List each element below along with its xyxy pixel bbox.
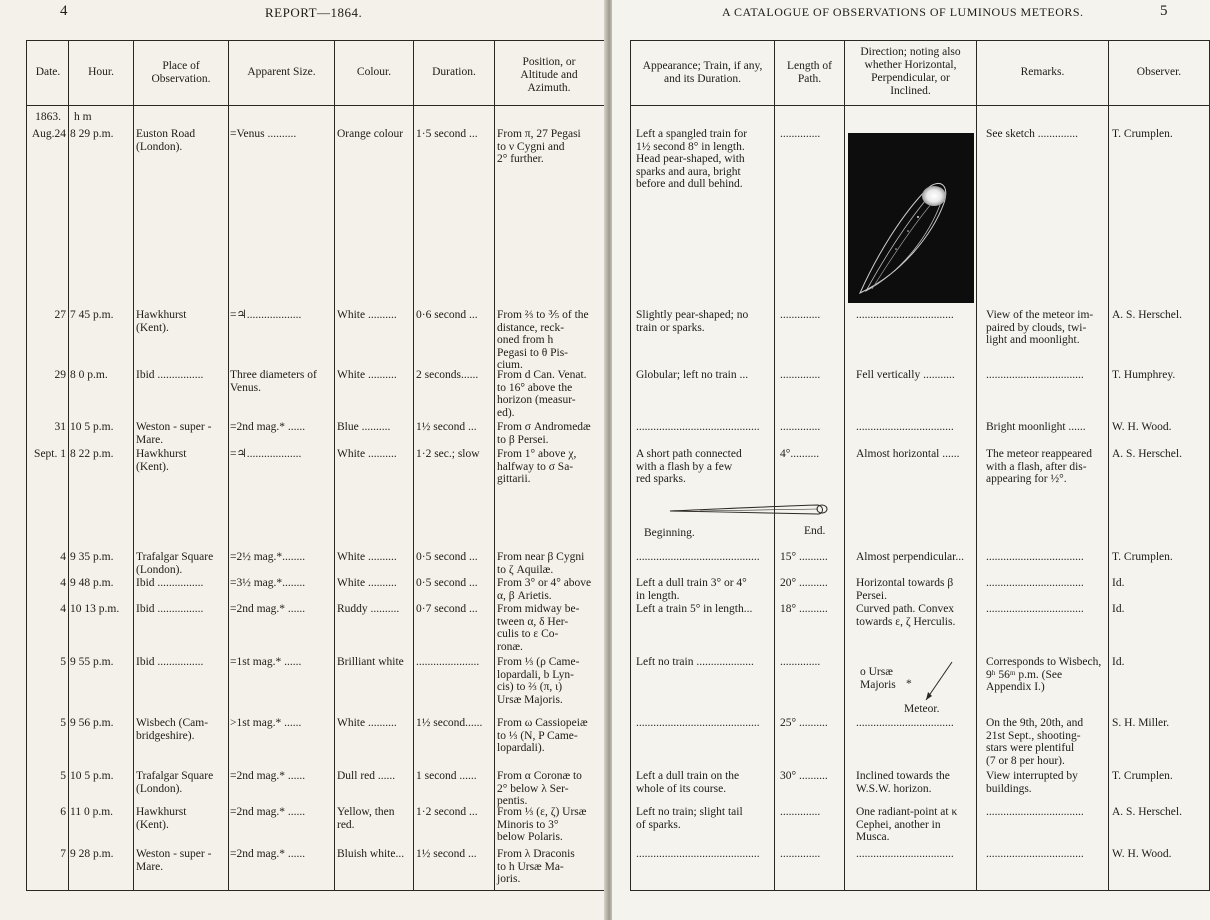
row-10-colour: White .......... [337,717,397,729]
row-1-duration: 1·5 second ... [416,128,478,140]
row-11-date: 5 [60,770,66,782]
row-9-position: From ⅓ (ρ Came- lopardali, b Lyn- cis) to ⅔ (π, ι) Ursæ Majoris. [497,656,580,706]
row-5-size: =♃................... [230,448,302,460]
row-4-appearance: ........................................... [636,421,760,433]
row-11-appearance: Left a dull train on the whole of its course. [636,770,740,795]
row-8-size: =2nd mag.* ...... [230,603,306,615]
row-4-observer: W. H. Wood. [1112,421,1172,433]
row-1-observer: T. Crumplen. [1112,128,1173,140]
row-5-direction: Almost horizontal ...... [856,448,960,460]
row-1-colour: Orange colour [337,128,404,140]
row-10-length: 25° .......... [780,717,828,729]
row-7-hour: 9 48 p.m. [70,577,114,589]
row-8-direction: Curved path. Convex towards ε, ζ Herculis. [856,603,956,628]
row-12-observer: A. S. Herschel. [1112,806,1182,818]
row-2-length: .............. [780,309,821,321]
row-4-remarks: Bright moonlight ...... [986,421,1086,433]
row-8-hour: 10 13 p.m. [70,603,120,615]
row-2-hour: 7 45 p.m. [70,309,114,321]
row-4-length: .............. [780,421,821,433]
row-9-place: Ibid ................ [136,656,204,668]
col-divider [26,40,27,891]
row-12-direction: One radiant-point at κ Cephei, another in Musca. [856,806,958,844]
row-2-remarks: View of the meteor im- paired by clouds, twi- light and moonlight. [986,309,1094,347]
radiant-figure [856,656,976,718]
col-divider [630,40,631,891]
left-page-number: 4 [60,3,68,19]
row-9-remarks: Corresponds to Wisbech, 9ʰ 56ᵐ p.m. (See Appendix I.) [986,656,1102,694]
row-5-place: Hawkhurst (Kent). [136,448,187,473]
row-9-date: 5 [60,656,66,668]
row-13-place: Weston - super - Mare. [136,848,212,873]
row-6-length: 15° .......... [780,551,828,563]
row-7-colour: White .......... [337,577,397,589]
col-header-observer: Observer. [1136,66,1182,78]
row-10-position: From ω Cassiopeiæ to ⅓ (N, P Came- lopardali). [497,717,588,755]
row-3-position: From d Can. Venat. to 16° above the horizon (measur- ed). [497,369,587,419]
row-5-observer: A. S. Herschel. [1112,448,1182,460]
row-13-hour: 9 28 p.m. [70,848,114,860]
row-9-hour: 9 55 p.m. [70,656,114,668]
row-3-length: .............. [780,369,821,381]
row-8-duration: 0·7 second ... [416,603,478,615]
row-13-appearance: ........................................... [636,848,760,860]
row-11-duration: 1 second ...... [416,770,477,782]
row-1-hour: 8 29 p.m. [70,128,114,140]
row-7-length: 20° .......... [780,577,828,589]
row-6-colour: White .......... [337,551,397,563]
figure-end-label: End. [804,525,826,537]
row-3-date: 29 [54,369,66,381]
row-6-remarks: .................................. [986,551,1084,563]
row-10-duration: 1½ second...... [416,717,483,729]
row-5-date: Sept. 1 [34,448,66,460]
row-12-date: 6 [60,806,66,818]
col-divider [976,40,977,891]
row-8-place: Ibid ................ [136,603,204,615]
row-8-observer: Id. [1112,603,1125,615]
row-10-hour: 9 56 p.m. [70,717,114,729]
row-12-size: =2nd mag.* ...... [230,806,306,818]
col-header-direction: Direction; noting also whether Horizontal, Perpendicular, or Inclined. [860,46,961,97]
col-header-date: Date. [35,66,61,78]
row-3-remarks: .................................. [986,369,1084,381]
row-3-direction: Fell vertically ........... [856,369,955,381]
col-divider [413,40,414,891]
row-9-colour: Brilliant white [337,656,404,668]
row-12-place: Hawkhurst (Kent). [136,806,187,831]
row-8-date: 4 [60,603,66,615]
row-7-size: =3½ mag.*........ [230,577,306,589]
row-13-remarks: .................................. [986,848,1084,860]
row-6-position: From near β Cygni to ζ Aquilæ. [497,551,585,576]
table-bottom-rule [26,890,604,891]
row-11-size: =2nd mag.* ...... [230,770,306,782]
header-bottom-rule [630,105,1210,106]
row-4-place: Weston - super - Mare. [136,421,212,446]
col-divider [133,40,134,891]
row-13-size: =2nd mag.* ...... [230,848,306,860]
header-bottom-rule [26,105,604,106]
row-13-observer: W. H. Wood. [1112,848,1172,860]
col-divider [68,40,69,891]
row-4-colour: Blue .......... [337,421,391,433]
meteor-shape-figure [640,497,840,547]
col-header-place: Place of Observation. [151,60,211,85]
row-2-date: 27 [54,309,66,321]
figure-star-label: o Ursæ Majoris [860,666,896,691]
figure-star-mark: * [906,678,912,690]
row-3-hour: 8 0 p.m. [70,369,108,381]
row-6-hour: 9 35 p.m. [70,551,114,563]
table-top-rule [26,40,604,41]
row-11-direction: Inclined towards the W.S.W. horizon. [856,770,950,795]
row-6-place: Trafalgar Square (London). [136,551,214,576]
row-4-date: 31 [54,421,66,433]
row-11-position: From α Coronæ to 2° below λ Ser- pentis. [497,770,582,808]
row-13-date: 7 [60,848,66,860]
row-6-direction: Almost perpendicular... [856,551,964,563]
row-3-colour: White .......... [337,369,397,381]
col-header-hour: Hour. [88,66,114,78]
row-11-observer: T. Crumplen. [1112,770,1173,782]
row-13-position: From λ Draconis to h Ursæ Ma- joris. [497,848,575,886]
row-7-date: 4 [60,577,66,589]
col-divider [844,40,845,891]
row-2-direction: .................................. [856,309,954,321]
row-12-hour: 11 0 p.m. [70,806,114,818]
row-4-hour: 10 5 p.m. [70,421,114,433]
row-10-observer: S. H. Miller. [1112,717,1170,729]
row-8-remarks: .................................. [986,603,1084,615]
row-9-observer: Id. [1112,656,1125,668]
row-6-appearance: ........................................... [636,551,760,563]
col-header-remarks: Remarks. [1020,66,1065,78]
col-header-position: Position, or Altitude and Azimuth. [520,56,578,94]
left-page-header: REPORT—1864. [265,5,363,20]
row-13-colour: Bluish white... [337,848,405,860]
row-13-direction: .................................. [856,848,954,860]
hour-units-label: h m [74,111,92,123]
row-11-place: Trafalgar Square (London). [136,770,214,795]
row-6-size: =2½ mag.*........ [230,551,306,563]
row-7-duration: 0·5 second ... [416,577,478,589]
year-label: 1863. [35,111,61,123]
row-3-duration: 2 seconds...... [416,369,479,381]
row-11-colour: Dull red ...... [337,770,396,782]
row-9-appearance: Left no train .................... [636,656,754,668]
row-2-duration: 0·6 second ... [416,309,478,321]
row-10-date: 5 [60,717,66,729]
row-6-duration: 0·5 second ... [416,551,478,563]
row-11-length: 30° .......... [780,770,828,782]
row-1-date: Aug.24 [31,128,66,140]
row-2-place: Hawkhurst (Kent). [136,309,187,334]
meteor-sketch-image [848,133,974,303]
col-header-duration: Duration. [432,66,476,78]
row-2-observer: A. S. Herschel. [1112,309,1182,321]
row-8-appearance: Left a train 5° in length... [636,603,753,615]
row-8-colour: Ruddy .......... [337,603,400,615]
row-9-length: .............. [780,656,821,668]
right-page-number: 5 [1160,3,1168,19]
row-7-place: Ibid ................ [136,577,204,589]
row-10-appearance: ........................................... [636,717,760,729]
row-4-direction: .................................. [856,421,954,433]
row-13-length: .............. [780,848,821,860]
row-9-size: =1st mag.* ...... [230,656,302,668]
table-top-rule [630,40,1210,41]
row-11-hour: 10 5 p.m. [70,770,114,782]
row-1-appearance: Left a spangled train for 1½ second 8° in length. Head pear-shaped, with sparks and aura, bright before and dull behind. [636,128,748,191]
row-12-position: From ⅓ (ε, ζ) Ursæ Minoris to 3° below Polaris. [497,806,587,844]
row-5-remarks: The meteor reappeared with a flash, after dis- appearing for ½°. [986,448,1092,486]
row-3-observer: T. Humphrey. [1112,369,1176,381]
col-header-colour: Colour. [356,66,392,78]
row-7-remarks: .................................. [986,577,1084,589]
row-10-direction: .................................. [856,717,954,729]
col-divider [228,40,229,891]
row-5-hour: 8 22 p.m. [70,448,114,460]
row-13-duration: 1½ second ... [416,848,477,860]
row-4-duration: 1½ second ... [416,421,477,433]
row-2-colour: White .......... [337,309,397,321]
col-header-size: Apparent Size. [247,66,316,78]
row-6-observer: T. Crumplen. [1112,551,1173,563]
row-9-duration: ...................... [416,656,480,668]
row-1-position: From π, 27 Pegasi to ν Cygni and 2° further. [497,128,581,166]
row-5-appearance: A short path connected with a flash by a few red sparks. [636,448,742,486]
row-11-remarks: View interrupted by buildings. [986,770,1078,795]
figure-meteor-label: Meteor. [904,703,940,715]
col-divider [334,40,335,891]
row-12-duration: 1·2 second ... [416,806,478,818]
col-header-appearance: Appearance; Train, if any, and its Duration. [642,60,763,85]
row-3-place: Ibid ................ [136,369,204,381]
col-divider [494,40,495,891]
row-7-position: From 3° or 4° above α, β Arietis. [497,577,592,602]
row-1-size: =Venus .......... [230,128,297,140]
row-12-length: .............. [780,806,821,818]
row-7-observer: Id. [1112,577,1125,589]
table-bottom-rule [630,890,1210,891]
row-3-appearance: Globular; left no train ... [636,369,749,381]
right-page-header: A CATALOGUE OF OBSERVATIONS OF LUMINOUS METEORS. [722,5,1084,19]
row-5-colour: White .......... [337,448,397,460]
row-12-remarks: .................................. [986,806,1084,818]
row-2-appearance: Slightly pear-shaped; no train or sparks. [636,309,749,334]
row-10-place: Wisbech (Cam- bridgeshire). [136,717,209,742]
figure-beginning-label: Beginning. [644,527,695,539]
row-12-colour: Yellow, then red. [337,806,395,831]
row-4-size: =2nd mag.* ...... [230,421,306,433]
row-6-date: 4 [60,551,66,563]
row-10-remarks: On the 9th, 20th, and 21st Sept., shooting- stars were plentiful (7 or 8 per hour). [986,717,1084,767]
row-2-position: From ⅔ to ⅗ of the distance, reck- oned from h Pegasi to θ Pis- cium. [497,309,589,372]
row-1-length: .............. [780,128,821,140]
row-5-position: From 1° above χ, halfway to σ Sa- gittarii. [497,448,577,486]
row-12-appearance: Left no train; slight tail of sparks. [636,806,743,831]
row-8-position: From midway be- tween α, δ Her- culis to ε Co- ronæ. [497,603,580,653]
row-1-place: Euston Road (London). [136,128,196,153]
col-header-length: Length of Path. [786,60,833,85]
row-4-position: From σ Andromedæ to β Persei. [497,421,591,446]
col-divider [1108,40,1109,891]
row-10-size: >1st mag.* ...... [230,717,302,729]
row-5-duration: 1·2 sec.; slow [416,448,480,460]
row-5-length: 4°.......... [780,448,820,460]
row-8-length: 18° .......... [780,603,828,615]
row-2-size: =♃................... [230,309,302,321]
row-7-appearance: Left a dull train 3° or 4° in length. [636,577,747,602]
row-7-direction: Horizontal towards β Persei. [856,577,954,602]
row-3-size: Three diameters of Venus. [230,369,317,394]
row-1-remarks: See sketch .............. [986,128,1078,140]
